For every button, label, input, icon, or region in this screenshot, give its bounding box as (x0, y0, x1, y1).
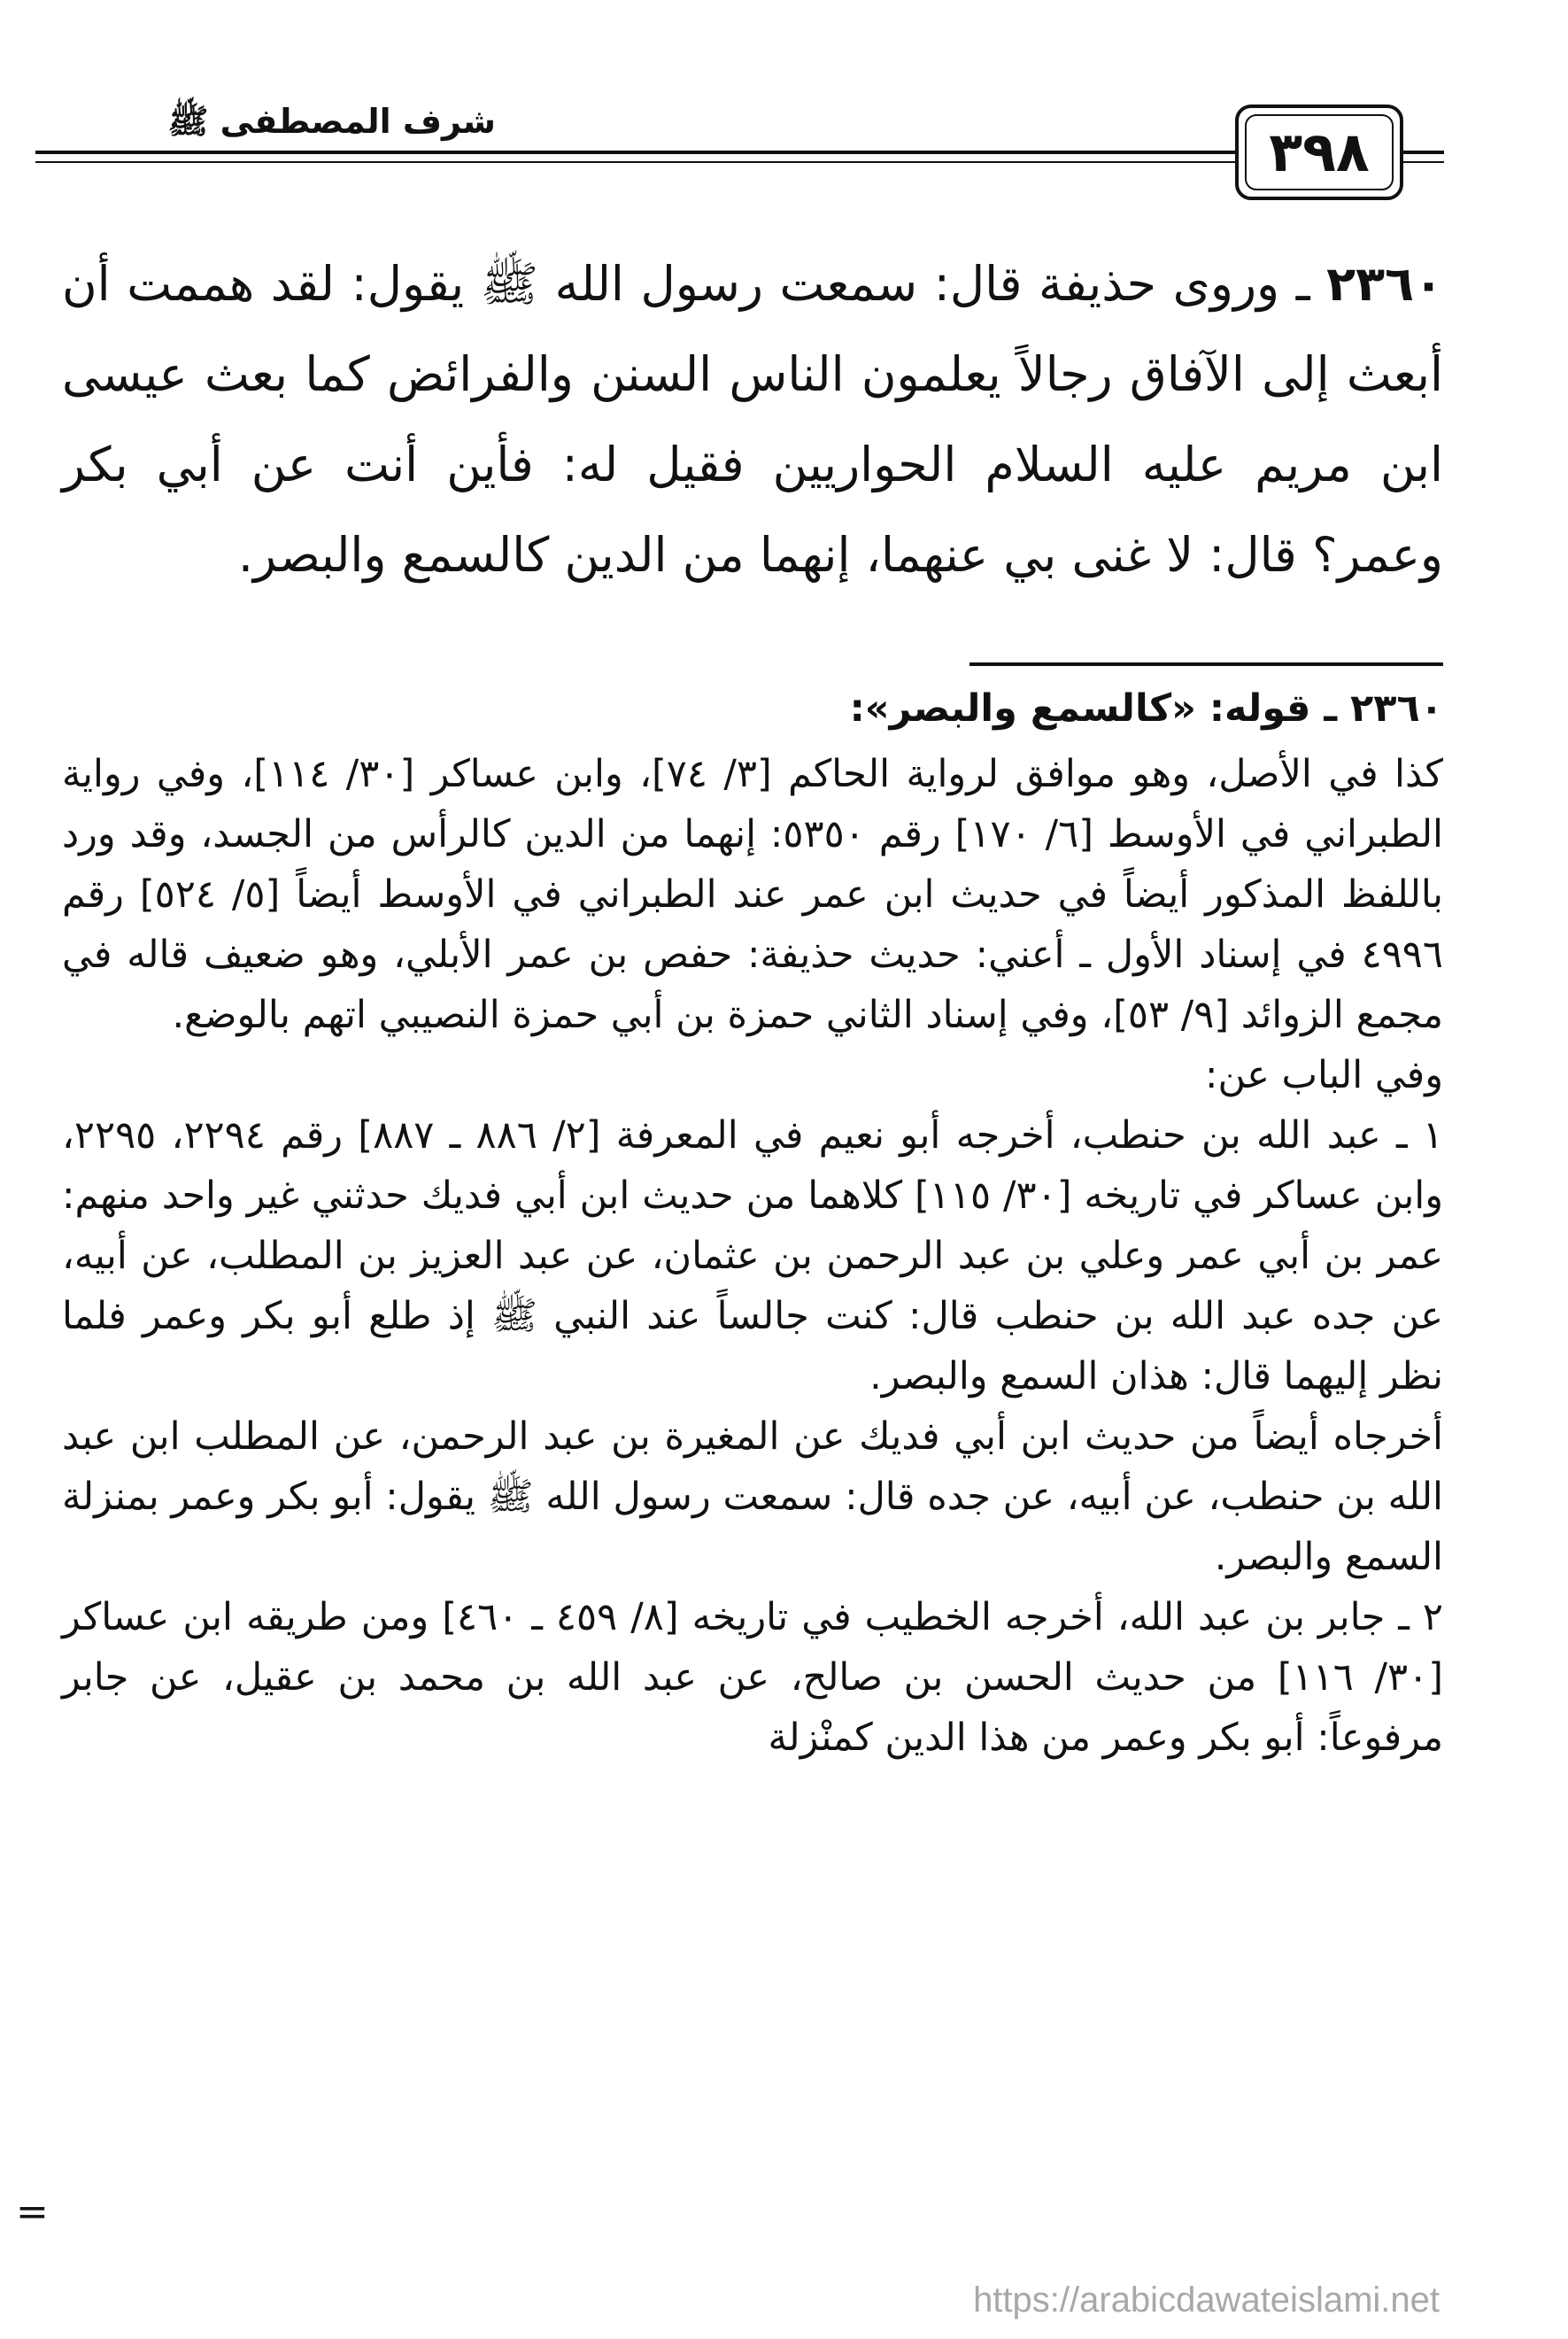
hadith-text: ـ وروى حذيفة قال: سمعت رسول الله ﷺ يقول: لقد هممت أن أبعث إلى الآفاق رجالاً يعلمون الناس السنن والفرائض كما بعث عيسى ابن مريم عليه السلام الحواريين فقيل له: فأين أنت عن أبي بكر وعمر؟ قال: لا غنى بي عنهما، إنهما من الدين كالسمع والبصر. (62, 256, 1443, 583)
hadith-number: ٢٣٦٠ (1326, 256, 1443, 312)
page-number: ٣٩٨ (1269, 120, 1370, 184)
running-title: شرف المصطفى ﷺ (167, 102, 496, 141)
main-text (62, 239, 1443, 600)
continuation-mark: = (16, 2189, 49, 2234)
watermark: https://arabicdawateislami.net (973, 2281, 1440, 2320)
footnote-item-1-extra: أخرجاه أيضاً من حديث ابن أبي فديك عن المغيرة بن عبد الرحمن، عن المطلب ابن عبد الله بن حنطب، عن أبيه، عن جده قال: سمعت رسول الله ﷺ يقول: أبو بكر وعمر بمنزلة السمع والبصر. (62, 1414, 1443, 1579)
footnote-heading: ٢٣٦٠ ـ قوله: «كالسمع والبصر»: (849, 686, 1443, 731)
footnote-item-2: ٢ ـ جابر بن عبد الله، أخرجه الخطيب في تاريخه [٨/ ٤٥٩ ـ ٤٦٠] ومن طريقه ابن عساكر [٣٠/ ١١٦] من حديث الحسن بن صالح، عن عبد الله بن محمد بن عقيل، عن جابر مرفوعاً: أبو بكر وعمر من هذا الدين كمنْزلة (62, 1595, 1444, 1760)
footnote-item-1: ١ ـ عبد الله بن حنطب، أخرجه أبو نعيم في المعرفة [٢/ ٨٨٦ ـ ٨٨٧] رقم ٢٢٩٤، ٢٢٩٥، وابن عساكر في تاريخه [٣٠/ ١١٥] كلاهما من حديث ابن أبي فديك حدثني غير واحد منهم: عمر بن أبي عمر وعلي بن عبد الرحمن بن عثمان، عن عبد العزيز بن المطلب، عن أبيه، عن جده عبد الله بن حنطب قال: كنت جالساً عند النبي ﷺ إذ طلع أبو بكر وعمر فلما نظر إليهما قال: هذان السمع والبصر. (62, 1113, 1444, 1398)
header-rule (35, 151, 1444, 167)
footnote-paragraph: كذا في الأصل، وهو موافق لرواية الحاكم [٣/ ٧٤]، وابن عساكر [٣٠/ ١١٤]، وفي رواية الطبراني في الأوسط [٦/ ١٧٠] رقم ٥٣٥٠: إنهما من الدين كالرأس من الجسد، وقد ورد باللفظ المذكور أيضاً في حديث ابن عمر عند الطبراني في الأوسط أيضاً [٥/ ٥٢٤] رقم ٤٩٩٦ في إسناد الأول ـ أعني: حديث حذيفة: حفص بن عمر الأبلي، وهو ضعيف قاله في مجمع الزوائد [٩/ ٥٣]، وفي إسناد الثاني حمزة بن أبي حمزة النصيبي اتهم بالوضع. (62, 752, 1444, 1037)
page-number-frame (1235, 105, 1403, 200)
footnote-divider (969, 662, 1443, 666)
footnote (62, 673, 1443, 1768)
section-label: وفي الباب عن: (1205, 1053, 1443, 1097)
